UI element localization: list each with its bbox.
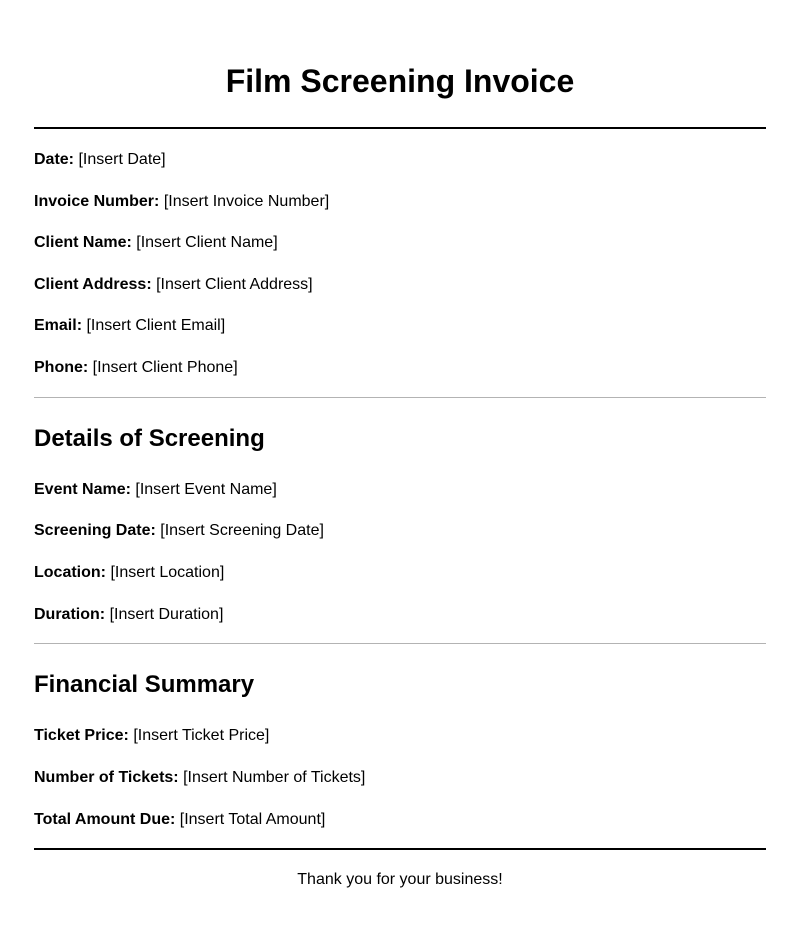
date-field — [34, 150, 166, 170]
client-address-field — [34, 275, 313, 295]
footer-divider — [34, 848, 766, 850]
field-value: [Insert Date] — [78, 151, 166, 168]
field-value: [Insert Total Amount] — [179, 811, 326, 828]
field-label: Phone: — [34, 359, 89, 376]
invoice-title: Film Screening Invoice — [225, 63, 575, 99]
thank-you-note: Thank you for your business! — [297, 871, 503, 888]
field-label: Duration: — [34, 606, 106, 623]
field-label: Email: — [34, 317, 83, 334]
duration-field — [34, 605, 223, 625]
field-label: Screening Date: — [34, 522, 156, 539]
field-label: Location: — [34, 564, 106, 581]
title-divider — [34, 127, 766, 129]
field-label: Invoice Number: — [34, 193, 160, 210]
field-label: Date: — [34, 151, 75, 168]
financial-heading: Financial Summary — [34, 671, 255, 698]
field-value: [Insert Event Name] — [135, 481, 277, 498]
email-field — [34, 316, 225, 336]
location-field — [34, 563, 224, 583]
field-value: [Insert Ticket Price] — [133, 727, 270, 744]
field-label: Number of Tickets: — [34, 769, 179, 786]
field-value: [Insert Number of Tickets] — [183, 769, 366, 786]
ticket-price-field — [34, 726, 269, 746]
field-label: Client Name: — [34, 234, 132, 251]
field-value: [Insert Duration] — [109, 606, 224, 623]
field-label: Event Name: — [34, 481, 131, 498]
field-label: Client Address: — [34, 276, 152, 293]
field-value: [Insert Location] — [110, 564, 225, 581]
field-value: [Insert Screening Date] — [160, 522, 324, 539]
total-amount-field — [34, 810, 325, 830]
field-value: [Insert Client Phone] — [92, 359, 238, 376]
section-divider — [34, 643, 766, 644]
field-value: [Insert Client Email] — [86, 317, 226, 334]
client-name-field — [34, 233, 278, 253]
screening-date-field — [34, 521, 324, 541]
field-value: [Insert Invoice Number] — [163, 193, 330, 210]
screening-heading: Details of Screening — [34, 425, 265, 452]
field-label: Ticket Price: — [34, 727, 129, 744]
field-label: Total Amount Due: — [34, 811, 176, 828]
event-name-field — [34, 480, 277, 500]
field-value: [Insert Client Name] — [136, 234, 278, 251]
invoice-number-field — [34, 192, 329, 212]
phone-field — [34, 358, 238, 378]
ticket-count-field — [34, 768, 365, 788]
section-divider — [34, 397, 766, 398]
field-value: [Insert Client Address] — [156, 276, 313, 293]
